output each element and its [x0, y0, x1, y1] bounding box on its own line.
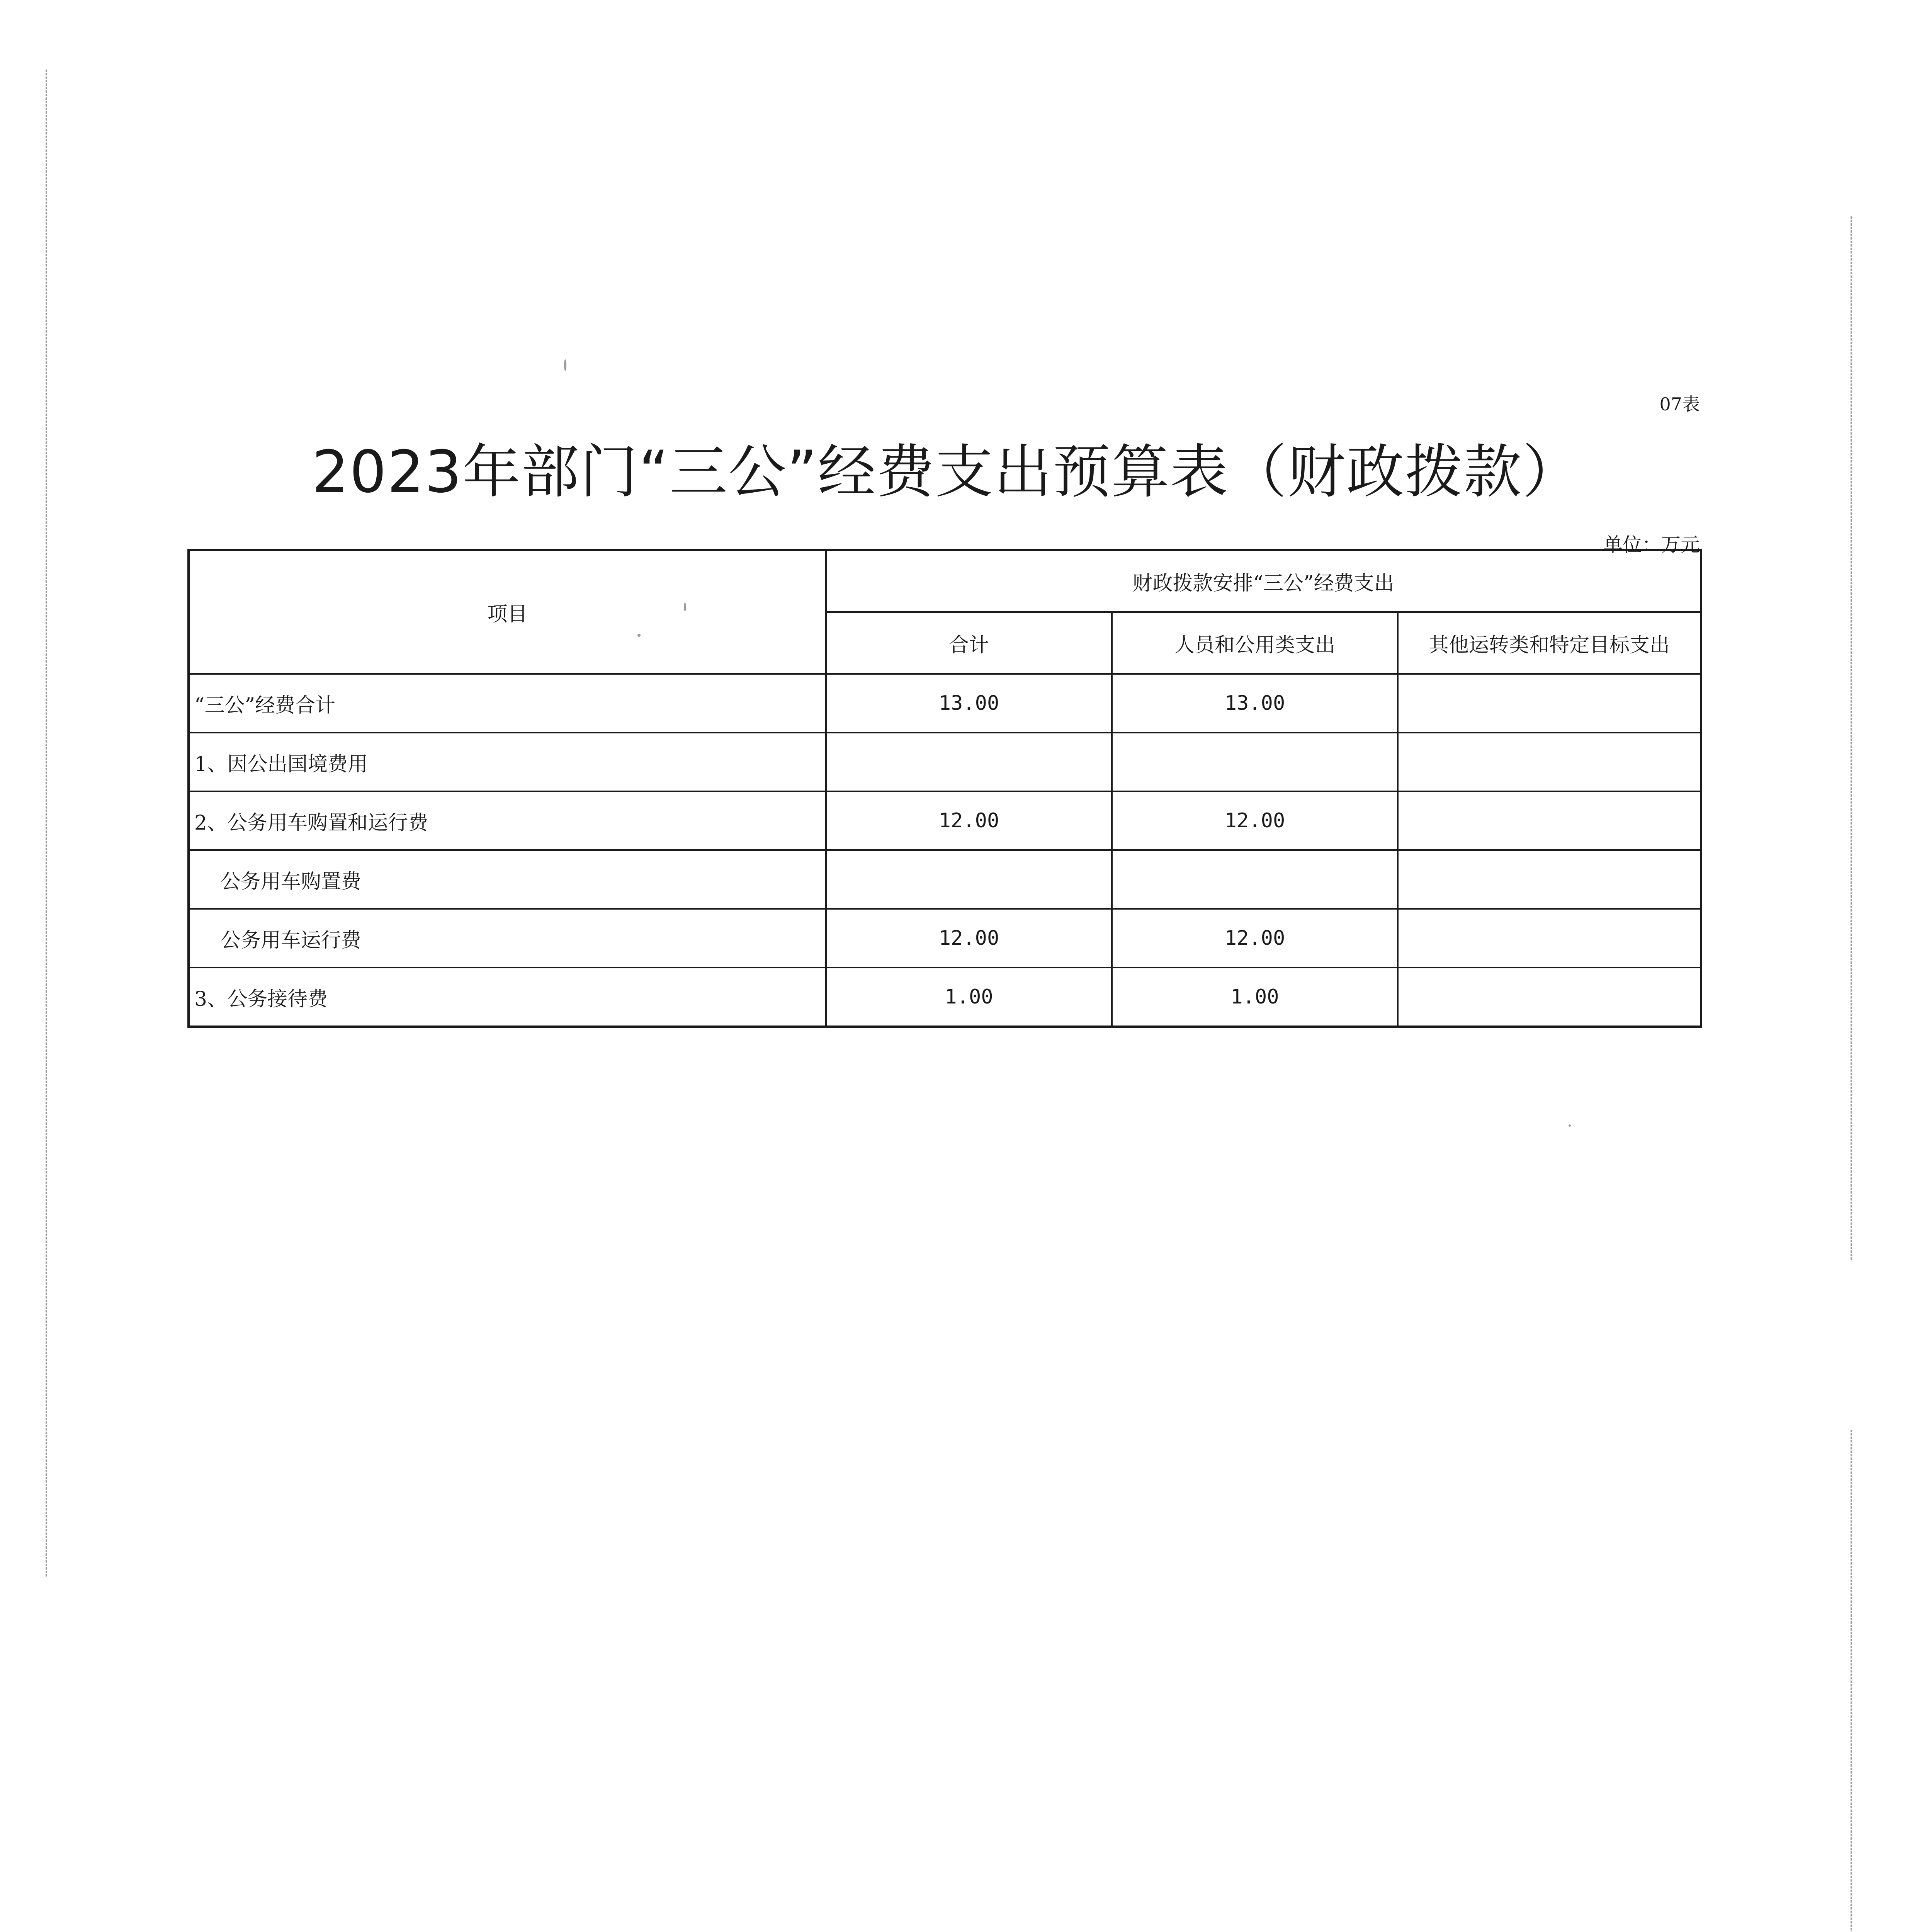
table-row: [189, 850, 1701, 909]
row-label: 公务用车运行费: [189, 909, 826, 968]
row-label: “三公”经费合计: [189, 674, 826, 733]
unit-label: 单位：万元: [1603, 534, 1700, 556]
page-title: 2023年部门“三公”经费支出预算表（财政拨款）: [312, 439, 1581, 506]
cell-total: 13.00: [826, 674, 1112, 733]
form-number: 07表: [1659, 394, 1700, 415]
table-header-row: [189, 550, 1701, 612]
cell-total: [826, 850, 1112, 909]
row-label: 公务用车购置费: [189, 850, 826, 909]
row-label: 1、因公出国境费用: [189, 733, 826, 791]
budget-table: [187, 549, 1702, 1028]
table-row: [189, 733, 1701, 791]
scan-edge-right-lower: [1851, 1430, 1852, 1932]
header-item: 项目: [189, 550, 826, 674]
cell-total: 12.00: [826, 791, 1112, 850]
cell-other: [1398, 674, 1701, 733]
cell-personnel: 1.00: [1112, 968, 1398, 1027]
cell-total: [826, 733, 1112, 791]
table-row: [189, 791, 1701, 850]
cell-other: [1398, 791, 1701, 850]
table-row: [189, 968, 1701, 1027]
cell-personnel: [1112, 733, 1398, 791]
cell-other: [1398, 968, 1701, 1027]
cell-personnel: 13.00: [1112, 674, 1398, 733]
cell-personnel: 12.00: [1112, 909, 1398, 968]
header-total: 合计: [826, 612, 1112, 674]
cell-total: 12.00: [826, 909, 1112, 968]
row-label: 2、公务用车购置和运行费: [189, 791, 826, 850]
table-row: [189, 674, 1701, 733]
scan-edge-right: [1851, 216, 1852, 1260]
row-label: 3、公务接待费: [189, 968, 826, 1027]
cell-total: 1.00: [826, 968, 1112, 1027]
scan-speck: [1569, 1124, 1571, 1127]
header-other: 其他运转类和特定目标支出: [1398, 612, 1701, 674]
cell-personnel: [1112, 850, 1398, 909]
scan-edge-left: [46, 70, 47, 1577]
cell-other: [1398, 850, 1701, 909]
header-group: 财政拨款安排“三公”经费支出: [826, 550, 1701, 612]
cell-other: [1398, 733, 1701, 791]
header-personnel: 人员和公用类支出: [1112, 612, 1398, 674]
scan-speck: [564, 359, 566, 371]
table-row: [189, 909, 1701, 968]
cell-other: [1398, 909, 1701, 968]
cell-personnel: 12.00: [1112, 791, 1398, 850]
